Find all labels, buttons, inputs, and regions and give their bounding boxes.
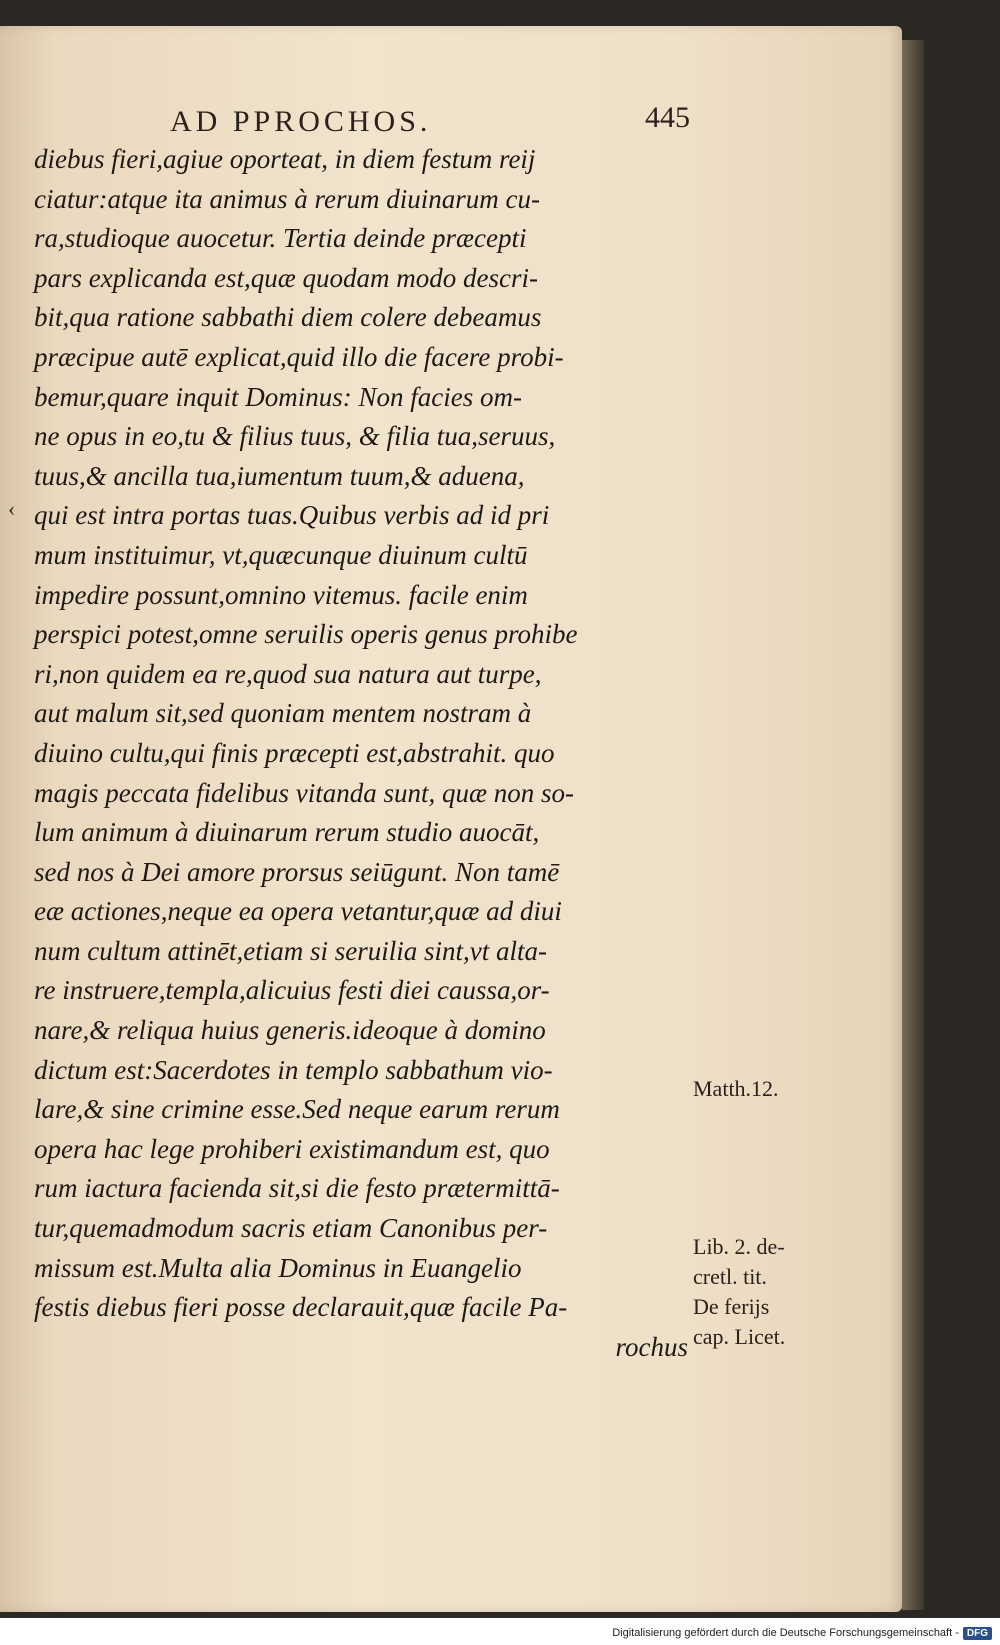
text-line: rum iactura facienda sit,si die festo prætermittā- <box>34 1173 560 1204</box>
text-line: diebus fieri,agiue oporteat, in diem festum reij <box>34 144 536 174</box>
margin-note-decretal <box>693 1232 785 1352</box>
catchword: rochus <box>615 1331 688 1362</box>
text-line: pars explicanda est,quæ quodam modo descri- <box>34 262 538 293</box>
text-line: nare,& reliqua huius generis.ideoque à domino <box>34 1015 546 1046</box>
margin-note-line: cap. Licet. <box>693 1324 786 1349</box>
body-text <box>34 140 694 1367</box>
text-line: ra,studioque auocetur. Tertia deinde præcepti <box>34 223 527 254</box>
text-line: qui est intra portas tuas.Quibus verbis ad id pri <box>34 500 550 531</box>
digitization-footer <box>612 1624 992 1642</box>
margin-note-matthew: Matth.12. <box>693 1076 779 1101</box>
text-line: sed nos à Dei amore prorsus seiūgunt. Non tamē <box>34 856 560 887</box>
footer-text: Digitalisierung gefördert durch die Deutsche Forschungsgemeinschaft - <box>612 1627 959 1639</box>
text-line: eæ actiones,neque ea opera vetantur,quæ ad diui <box>34 896 562 927</box>
text-line: lum animum à diuinarum rerum studio auocāt, <box>34 817 540 848</box>
text-line: num cultum attinēt,etiam si seruilia sint,vt alta- <box>34 935 547 966</box>
margin-mark: ‹ <box>8 496 16 521</box>
text-line: ri,non quidem ea re,quod sua natura aut turpe, <box>34 658 542 689</box>
text-line: aut malum sit,sed quoniam mentem nostram à <box>34 698 532 729</box>
page-header <box>170 101 690 145</box>
text-line: festis diebus fieri posse declarauit,quæ facile Pa- <box>34 1292 568 1323</box>
text-line: diuino cultu,qui finis præcepti est,abstrahit. quo <box>34 737 555 768</box>
text-line: tuus,& ancilla tua,iumentum tuum,& aduena, <box>34 460 525 491</box>
text-line: mum instituimur, vt,quæcunque diuinum cultū <box>34 539 528 570</box>
text-line: magis peccata fidelibus vitanda sunt, quæ non so- <box>34 777 574 808</box>
text-line: impedire possunt,omnino vitemus. facile enim <box>34 579 528 610</box>
text-line: missum est.Multa alia Dominus in Euangelio <box>34 1252 522 1283</box>
text-line: re instruere,templa,alicuius festi diei caussa,or- <box>34 975 550 1006</box>
text-line: perspici potest,omne seruilis operis genus prohibe <box>34 619 578 650</box>
dfg-logo-icon: DFG <box>963 1627 992 1640</box>
text-line: bemur,quare inquit Dominus: Non facies om- <box>34 381 522 412</box>
text-line: bit,qua ratione sabbathi diem colere debeamus <box>34 302 542 333</box>
running-head: AD PPROCHOS. <box>170 105 432 138</box>
book-edge <box>902 40 924 1610</box>
text-line: opera hac lege prohiberi existimandum est, quo <box>34 1133 550 1164</box>
text-line: ciatur:atque ita animus à rerum diuinarum cu- <box>34 183 540 214</box>
margin-note-line: cretl. tit. <box>693 1264 767 1289</box>
text-line: ne opus in eo,tu & filius tuus, & filia tua,seruus, <box>34 421 556 452</box>
text-line: dictum est:Sacerdotes in templo sabbathum vio- <box>34 1054 553 1085</box>
text-line: tur,quemadmodum sacris etiam Canonibus per- <box>34 1213 548 1244</box>
text-line: lare,& sine crimine esse.Sed neque earum rerum <box>34 1094 560 1125</box>
margin-note-line: Lib. 2. de- <box>693 1234 785 1259</box>
margin-note-line: De ferijs <box>693 1294 770 1319</box>
page-number: 445 <box>645 101 690 134</box>
text-line: præcipue autē explicat,quid illo die facere probi- <box>34 341 564 372</box>
